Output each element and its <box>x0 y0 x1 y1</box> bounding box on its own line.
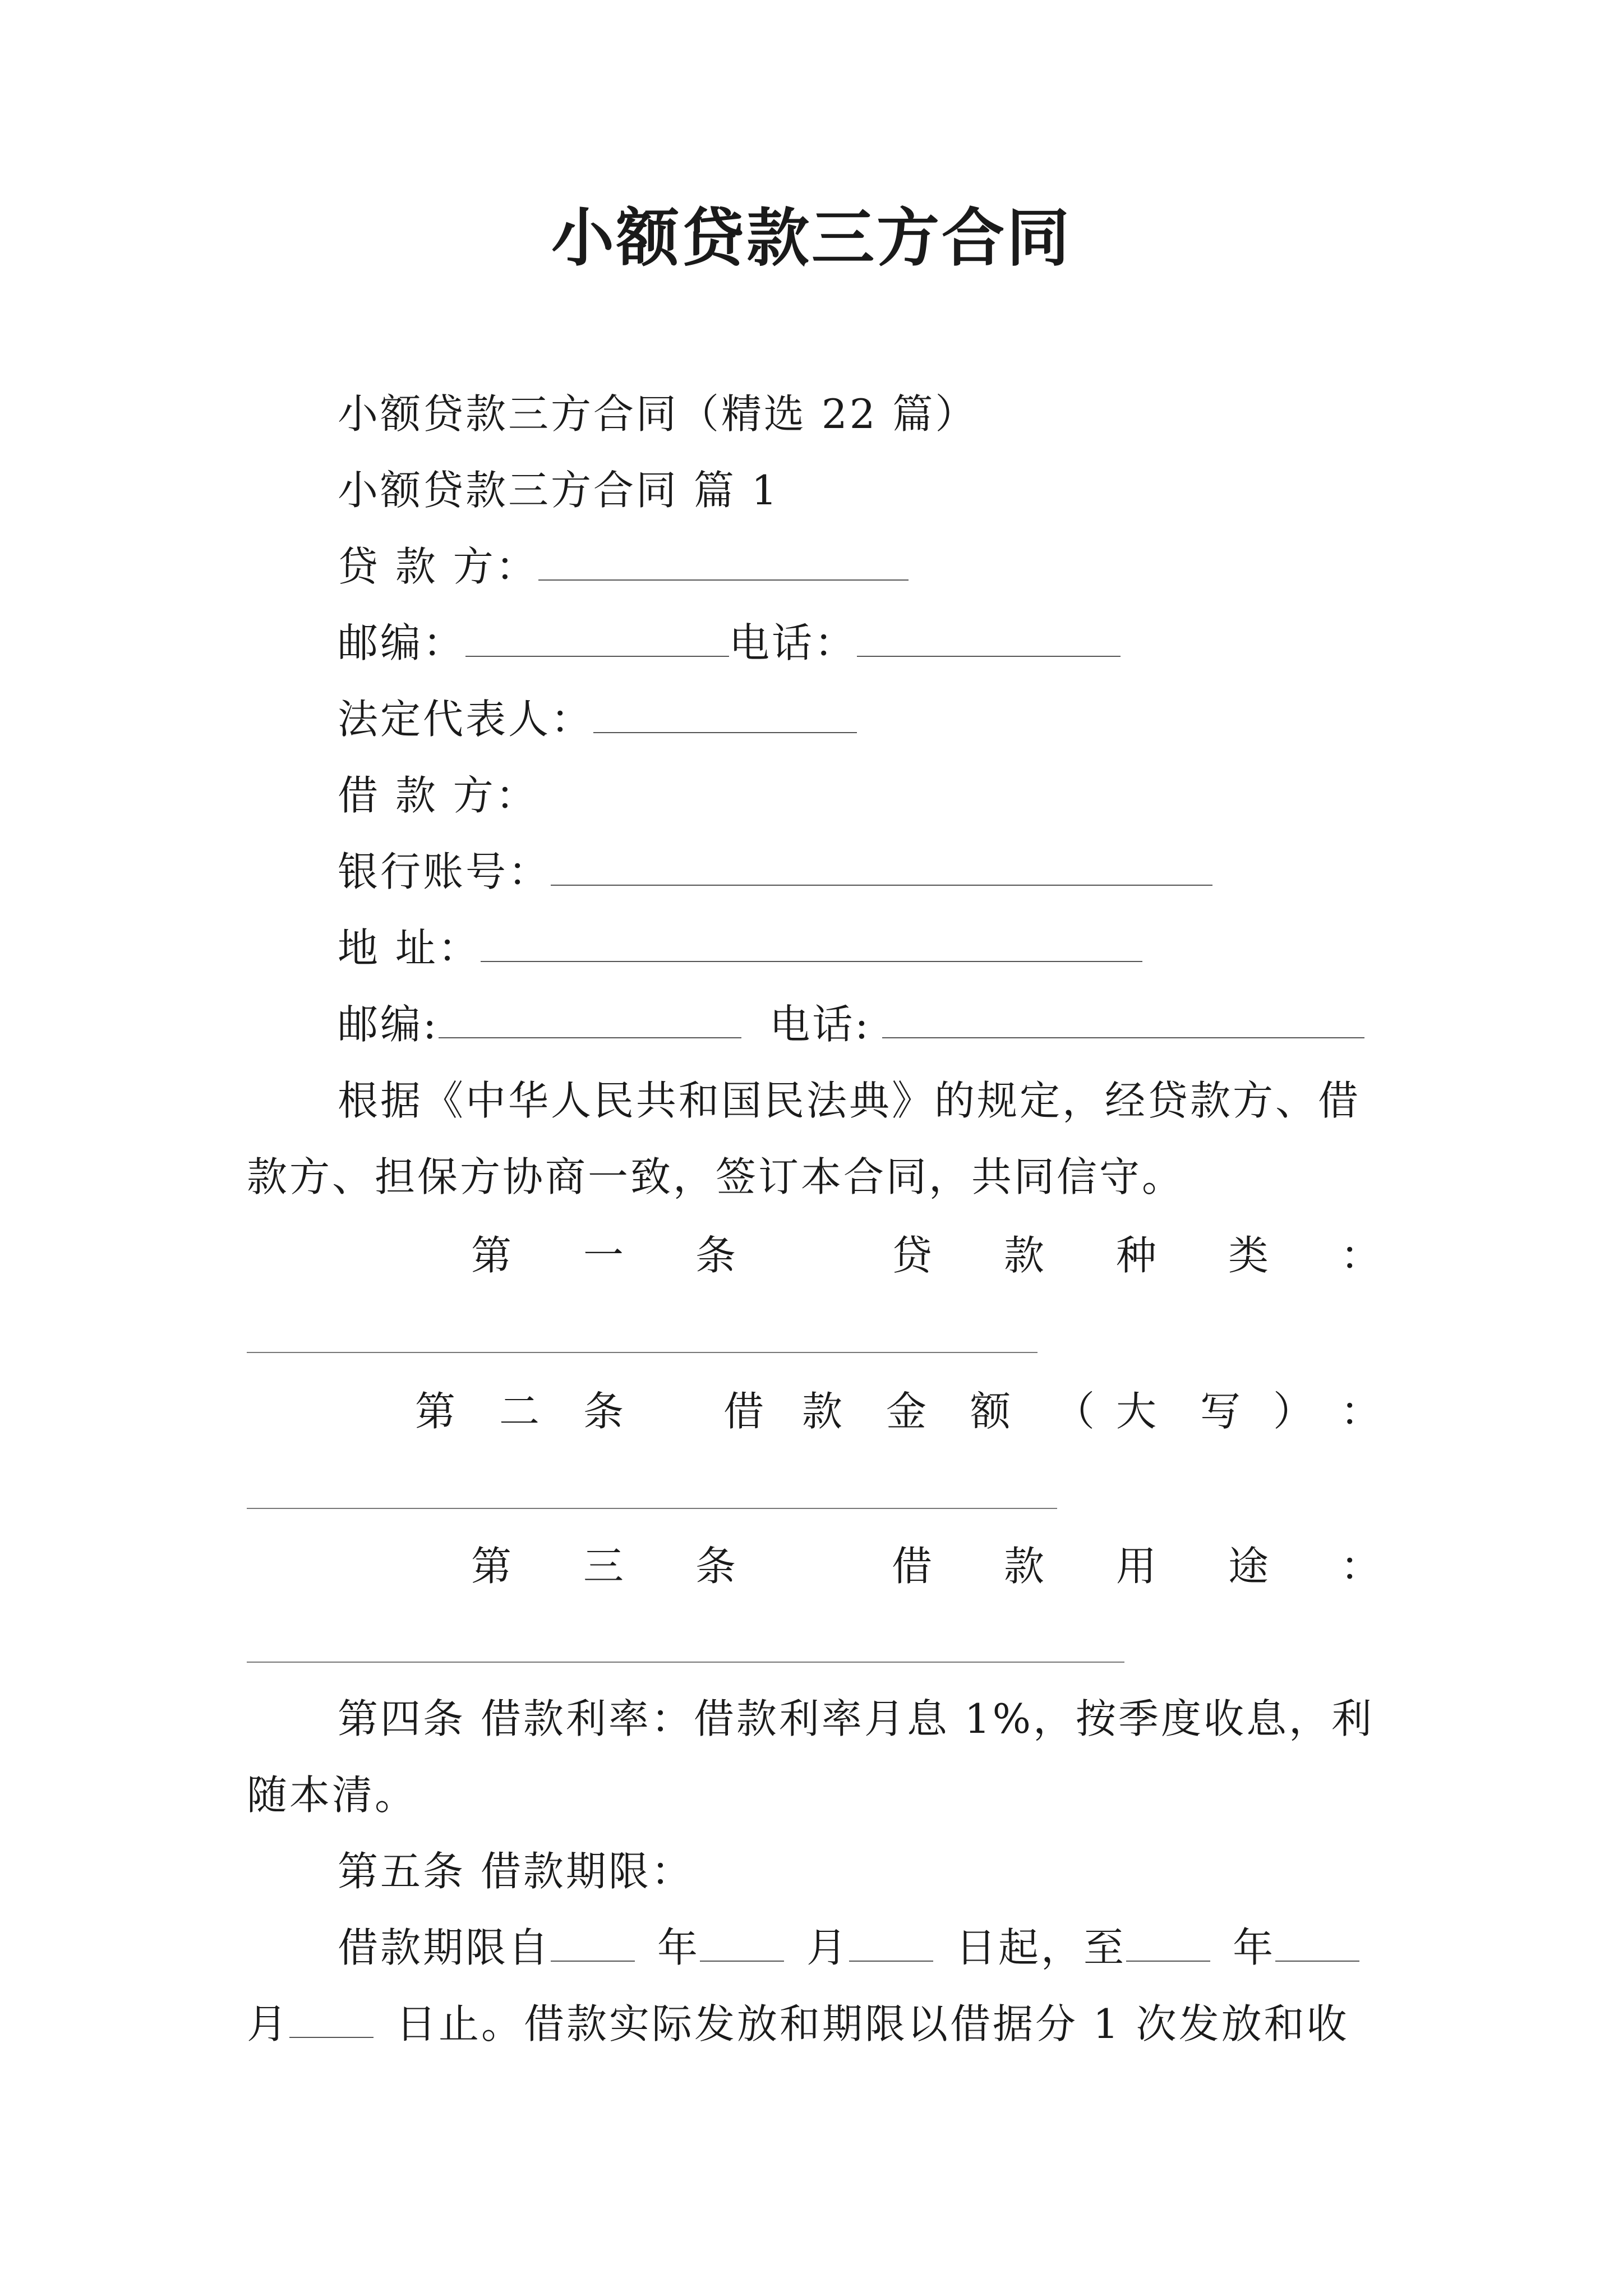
article-2-char: 条 <box>583 1388 624 1435</box>
article-2-char: （ <box>1054 1388 1095 1435</box>
term-year-label: 年 <box>657 1924 700 1971</box>
preamble-line-1: 根据《中华人民共和国民法典》的规定，经贷款方、借 <box>338 1077 1361 1124</box>
legal-rep-label: 法定代表人： <box>338 696 594 743</box>
document-subtitle: 小额贷款三方合同（精选 22 篇） <box>338 390 978 438</box>
term-month-label: 月 <box>806 1924 850 1971</box>
term-start-year-blank <box>551 1925 635 1962</box>
article-3-blank <box>247 1662 1124 1663</box>
term-end-day-blank <box>289 2001 374 2038</box>
phone2-blank <box>882 1001 1364 1038</box>
legal-rep-blank <box>593 696 857 733</box>
term-start-day-blank <box>849 1925 933 1962</box>
article-1-char: ： <box>1340 1232 1381 1279</box>
article-1-char: 贷 <box>892 1232 933 1279</box>
loan-term-line-2 <box>247 1997 1349 2051</box>
chapter-heading: 小额贷款三方合同 篇 1 <box>338 467 780 514</box>
term-year-label-2: 年 <box>1233 1924 1276 1971</box>
address-line <box>338 921 1142 975</box>
loan-term-line-1 <box>338 1921 1359 1975</box>
article-3-char: 第 <box>471 1543 512 1590</box>
phone1-blank <box>857 620 1121 657</box>
zip2-blank <box>439 1001 741 1038</box>
term-from-label: 借款期限自 <box>338 1924 551 1971</box>
borrower-label: 借 款 方： <box>338 772 538 819</box>
article-5-heading: 第五条 借款期限： <box>338 1848 694 1895</box>
zip1-label: 邮编： <box>338 619 466 666</box>
term-start-month-blank <box>700 1925 784 1962</box>
article-1-char: 类 <box>1228 1232 1269 1279</box>
article-3-char: 款 <box>1004 1543 1045 1590</box>
term-until-label: 日起，至 <box>956 1924 1127 1971</box>
bank-account-label: 银行账号： <box>338 848 551 895</box>
article-2-char: 二 <box>499 1388 540 1435</box>
article-3-char: 借 <box>892 1543 933 1590</box>
article-2-char: ） <box>1273 1388 1314 1435</box>
article-1-char: 种 <box>1116 1232 1157 1279</box>
zip2-label: 邮编: <box>338 1001 439 1048</box>
bank-account-blank <box>551 849 1212 886</box>
article-2-char: 金 <box>886 1388 927 1435</box>
borrower-contact-line <box>338 997 1364 1051</box>
article-2-blank <box>247 1508 1057 1509</box>
article-3-char: ： <box>1340 1543 1381 1590</box>
term-end-month-blank <box>1275 1925 1359 1962</box>
article-3-char: 用 <box>1116 1543 1157 1590</box>
article-1-char: 款 <box>1004 1232 1045 1279</box>
article-3-char: 途 <box>1228 1543 1269 1590</box>
bank-account-line <box>338 845 1212 899</box>
article-4-line-2: 随本清。 <box>247 1772 418 1819</box>
article-3-char: 三 <box>583 1543 624 1590</box>
zip1-blank <box>465 620 729 657</box>
lender-line <box>338 540 909 593</box>
term-month-label-2: 月 <box>247 2000 290 2047</box>
phone1-label: 电话： <box>729 619 857 666</box>
article-1-char: 一 <box>583 1232 624 1279</box>
lender-contact-line <box>338 616 1121 670</box>
article-2-char: 写 <box>1200 1388 1241 1435</box>
article-1-blank <box>247 1352 1038 1353</box>
article-2-char: ： <box>1340 1388 1381 1435</box>
article-3-char: 条 <box>695 1543 736 1590</box>
article-1-char: 第 <box>471 1232 512 1279</box>
article-2-char: 大 <box>1116 1388 1157 1435</box>
lender-blank <box>538 544 909 581</box>
legal-rep-line <box>338 692 857 746</box>
term-end-text: 日止。借款实际发放和期限以借据分 1 次发放和收 <box>396 2000 1349 2047</box>
article-1-char: 条 <box>695 1232 736 1279</box>
article-2-char: 借 <box>723 1388 764 1435</box>
phone2-label: 电话: <box>769 1001 871 1048</box>
address-blank <box>481 925 1142 962</box>
lender-label: 贷 款 方： <box>338 543 538 590</box>
term-end-year-blank <box>1126 1925 1210 1962</box>
article-4-line-1: 第四条 借款利率：借款利率月息 1%，按季度收息，利 <box>338 1695 1374 1742</box>
address-label: 地 址： <box>338 924 481 972</box>
document-title: 小额贷款三方合同 <box>551 201 1072 275</box>
preamble-line-2: 款方、担保方协商一致，签订本合同，共同信守。 <box>247 1153 1185 1200</box>
article-2-char: 第 <box>415 1388 456 1435</box>
article-2-char: 款 <box>802 1388 843 1435</box>
article-2-char: 额 <box>970 1388 1011 1435</box>
